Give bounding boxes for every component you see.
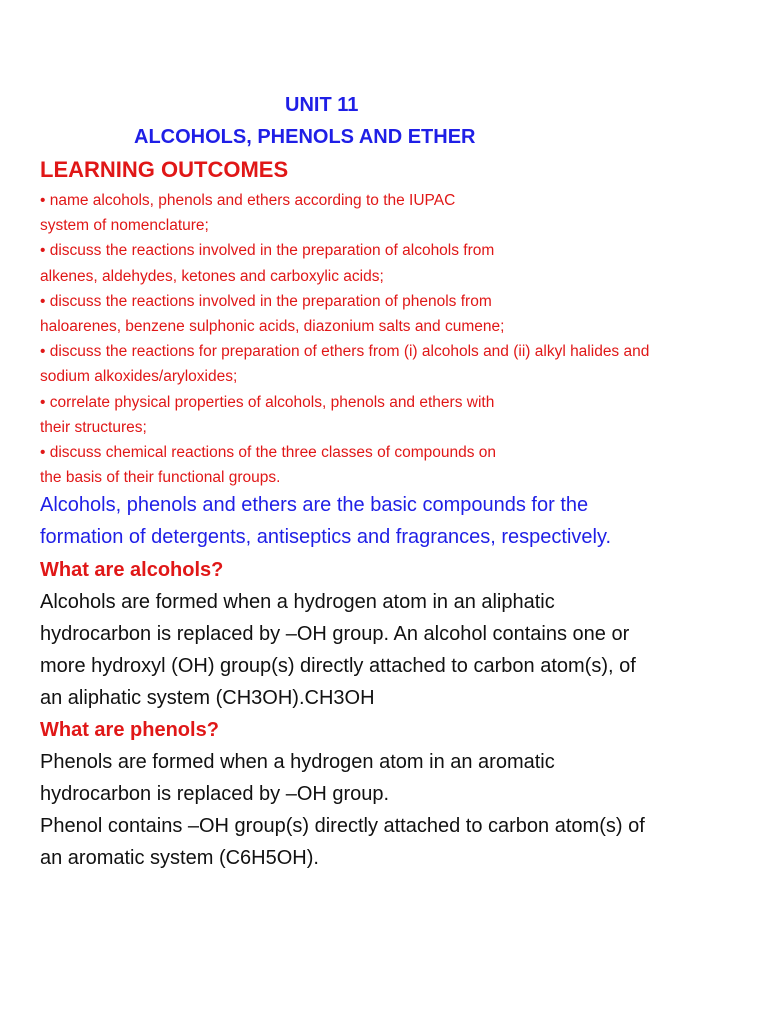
paragraph-line: Alcohols are formed when a hydrogen atom in an aliphatic xyxy=(40,591,555,613)
outcome-item xyxy=(40,440,760,490)
outcome-line: • name alcohols, phenols and ethers according to the IUPAC xyxy=(40,192,456,209)
unit-number: UNIT 11 xyxy=(285,94,359,116)
outcome-line: • discuss the reactions involved in the preparation of alcohols from xyxy=(40,242,495,260)
outcome-item xyxy=(40,188,760,238)
phenols-question-heading: What are phenols? xyxy=(40,719,219,741)
phenols-paragraph xyxy=(40,746,645,874)
paragraph-line: Phenol contains –OH group(s) directly attached to carbon atom(s) of xyxy=(40,815,645,837)
intro-line: Alcohols, phenols and ethers are the basic compounds for the xyxy=(40,494,589,516)
alcohols-paragraph xyxy=(40,586,636,714)
paragraph-line: hydrocarbon is replaced by –OH group. An alcohol contains one or xyxy=(40,623,630,645)
outcome-item xyxy=(40,339,760,389)
outcome-line: the basis of their functional groups. xyxy=(40,469,281,487)
outcome-line: their structures; xyxy=(40,418,147,436)
outcome-line: alkenes, aldehydes, ketones and carboxylic acids; xyxy=(40,267,384,285)
outcome-line: haloarenes, benzene sulphonic acids, diazonium salts and cumene; xyxy=(40,318,505,336)
paragraph-line: an aliphatic system (CH3OH).CH3OH xyxy=(40,687,375,709)
intro-line: formation of detergents, antiseptics and fragrances, respectively. xyxy=(40,526,612,548)
outcome-line: • discuss chemical reactions of the three classes of compounds on xyxy=(40,444,497,462)
intro-paragraph xyxy=(40,489,611,553)
outcome-line: • discuss the reactions involved in the preparation of phenols from xyxy=(40,292,492,310)
outcome-line: • correlate physical properties of alcohols, phenols and ethers with xyxy=(40,393,495,411)
paragraph-line: Phenols are formed when a hydrogen atom in an aromatic xyxy=(40,751,555,773)
learning-outcomes-heading: LEARNING OUTCOMES xyxy=(40,157,289,182)
alcohols-question-heading: What are alcohols? xyxy=(40,559,224,581)
paragraph-line: hydrocarbon is replaced by –OH group. xyxy=(40,783,390,805)
outcome-line: • discuss the reactions for preparation of ethers from (i) alcohols and (ii) alkyl halides and xyxy=(40,343,650,361)
learning-outcomes-list xyxy=(40,188,760,490)
outcome-item xyxy=(40,238,760,288)
outcome-line: system of nomenclature; xyxy=(40,217,209,235)
outcome-item xyxy=(40,390,760,440)
outcome-item xyxy=(40,289,760,339)
outcome-line: sodium alkoxides/aryloxides; xyxy=(40,368,238,386)
paragraph-line: an aromatic system (C6H5OH). xyxy=(40,847,319,869)
page-title: ALCOHOLS, PHENOLS AND ETHER xyxy=(134,126,476,148)
paragraph-line: more hydroxyl (OH) group(s) directly attached to carbon atom(s), of xyxy=(40,655,636,677)
